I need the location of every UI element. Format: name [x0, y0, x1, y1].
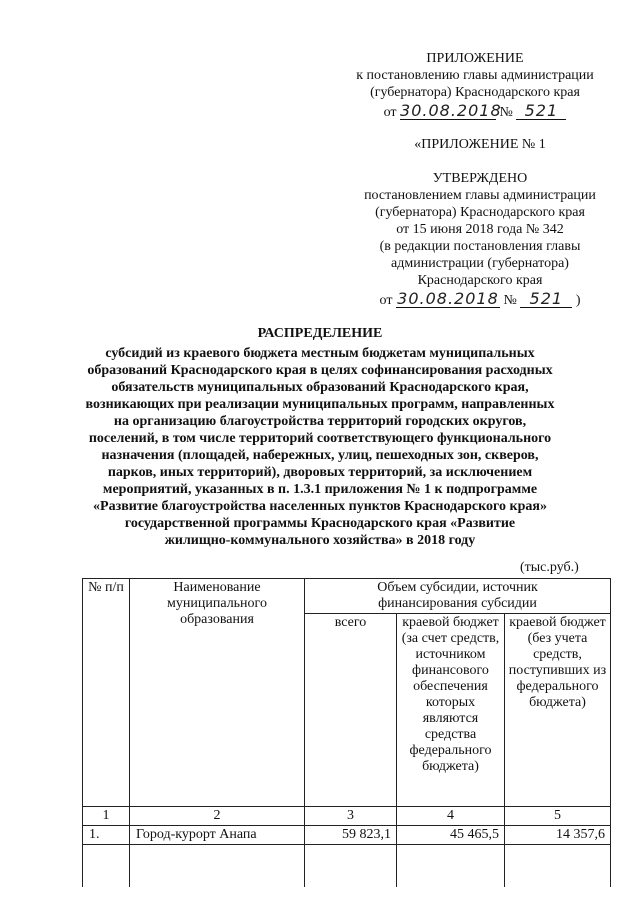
- title-line: поселений, в том числе территорий соответствующего функционального: [88, 431, 552, 446]
- approved-line-3: от 15 июня 2018 года № 342: [396, 222, 564, 237]
- handwritten-date: 30.08.2018: [400, 101, 502, 120]
- from-label: от: [383, 105, 397, 120]
- appendix-line-2: (губернатора) Краснодарского края: [370, 85, 580, 100]
- from-label: от: [379, 293, 393, 308]
- row-federal: 45 465,5: [397, 826, 505, 845]
- title-line: образований Краснодарского края в целях софинансирования расходных: [87, 363, 553, 378]
- title-line: жилищно-коммунального хозяйства» в 2018 году: [164, 533, 476, 548]
- approved-line-6: Краснодарского края: [417, 273, 543, 288]
- title-line: субсидий из краевого бюджета местным бюджетам муниципальных: [105, 346, 535, 361]
- index-cell: 1: [83, 807, 130, 826]
- approved-title: УТВЕРЖДЕНО: [432, 171, 528, 186]
- handwritten-number: 521: [516, 102, 566, 120]
- title-line: государственной программы Краснодарского края «Развитие: [124, 516, 516, 531]
- document-title: [40, 325, 600, 549]
- title-line: мероприятий, указанных в п. 1.3.1 приложения № 1 к подпрограмме: [102, 482, 538, 497]
- title-line: «Развитие благоустройства населенных пунктов Краснодарского края»: [93, 499, 547, 514]
- header-federal: краевой бюджет (за счет средств, источником финансового обеспечения которых являются средства федерального бюджета): [397, 614, 505, 807]
- table-header-row: [83, 579, 611, 614]
- table-index-row: [83, 807, 611, 826]
- index-cell: 5: [505, 807, 611, 826]
- index-cell: 3: [305, 807, 397, 826]
- approved-line-2: (губернатора) Краснодарского края: [375, 205, 585, 220]
- header-group: Объем субсидии, источник финансирования субсидии: [305, 579, 611, 614]
- title-line: на организацию благоустройства территорий городских округов,: [113, 414, 527, 429]
- header-regional: краевой бюджет (без учета средств, поступивших из федерального бюджета): [505, 614, 611, 807]
- approved-block: [340, 136, 620, 309]
- appendix-date-line: [330, 102, 620, 121]
- row-regional: 14 357,6: [505, 826, 611, 845]
- index-cell: 4: [397, 807, 505, 826]
- header-no: № п/п: [83, 579, 130, 807]
- number-label: №: [499, 105, 513, 120]
- approved-line-4: (в редакции постановления главы: [379, 239, 581, 254]
- row-name: Город-курорт Анапа: [130, 826, 305, 845]
- approved-line-1: постановлением главы администрации: [364, 188, 596, 203]
- header-name: Наименование муниципального образования: [130, 579, 305, 807]
- units-label: (тыс.руб.): [520, 560, 579, 575]
- appendix-no-1: «ПРИЛОЖЕНИЕ № 1: [414, 137, 546, 152]
- approved-line-5: администрации (губернатора): [391, 256, 569, 271]
- close-paren: ): [575, 293, 581, 308]
- title-heading: РАСПРЕДЕЛЕНИЕ: [257, 326, 383, 341]
- row-total: 59 823,1: [305, 826, 397, 845]
- table-row-continuation: [83, 845, 611, 888]
- header-total: всего: [305, 614, 397, 807]
- title-line: обязательств муниципальных образований Краснодарского края,: [111, 380, 529, 395]
- index-cell: 2: [130, 807, 305, 826]
- table-row: [83, 826, 611, 845]
- appendix-header: [330, 50, 620, 121]
- handwritten-number: 521: [520, 290, 572, 308]
- title-line: возникающих при реализации муниципальных программ, направленных: [85, 397, 555, 412]
- appendix-line-1: к постановлению главы администрации: [356, 68, 594, 83]
- appendix-title: ПРИЛОЖЕНИЕ: [426, 51, 524, 66]
- handwritten-date: 30.08.2018: [397, 289, 499, 308]
- approved-date-line: [340, 290, 620, 309]
- row-no: 1.: [83, 826, 130, 845]
- distribution-table: [82, 578, 611, 887]
- title-line: назначения (площадей, набережных, улиц, пешеходных зон, скверов,: [101, 448, 539, 463]
- number-label: №: [503, 293, 517, 308]
- title-line: парков, иных территорий), дворовых территорий, за исключением: [107, 465, 533, 480]
